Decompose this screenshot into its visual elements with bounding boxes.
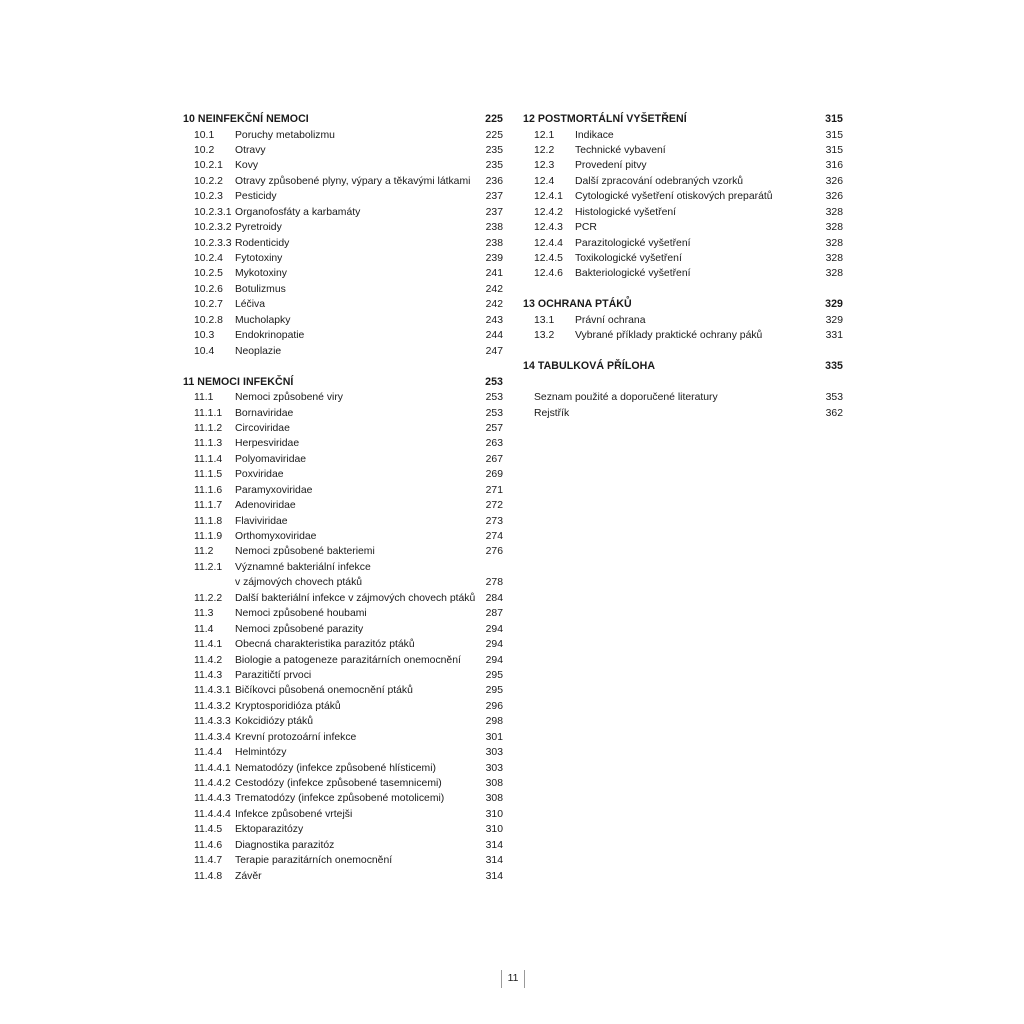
entry-page: 274 [485, 531, 503, 542]
toc-entry[interactable] [183, 622, 503, 637]
toc-entry[interactable] [183, 143, 503, 158]
page-number: 11 [501, 970, 525, 988]
entry-title: Rejstřík [534, 407, 570, 419]
entry-number: 12.4.6 [534, 268, 563, 280]
toc-entry[interactable] [183, 297, 503, 312]
entry-number: 10.2.3.1 [194, 206, 232, 218]
entry-page: 271 [485, 484, 503, 496]
chapter-title: 11 NEMOCI INFEKČNÍ [183, 375, 294, 388]
entry-title: Cytologické vyšetření otiskových preparátů [575, 191, 773, 203]
toc-entry[interactable] [523, 128, 843, 143]
entry-number: 10.2.1 [194, 160, 223, 172]
toc-entry[interactable] [183, 776, 503, 791]
toc-entry[interactable] [183, 761, 503, 776]
toc-entry[interactable] [183, 498, 503, 513]
toc-entry[interactable] [183, 344, 503, 359]
entry-page: 235 [485, 144, 503, 156]
toc-entry[interactable] [183, 730, 503, 745]
entry-title: Diagnostika parazitóz [235, 839, 335, 851]
entry-title: Pyretroidy [235, 222, 282, 234]
entry-title: Endokrinopatie [235, 330, 305, 342]
entry-page: 253 [485, 407, 503, 419]
entry-title: Adenoviridae [235, 500, 296, 512]
entry-page: 243 [485, 314, 503, 326]
entry-page: 239 [485, 253, 503, 264]
toc-chapter-14[interactable] [523, 359, 843, 375]
toc-entry[interactable] [523, 205, 843, 220]
toc-left-column [183, 112, 503, 884]
entry-number: 11.4.3 [194, 669, 223, 681]
toc-entry[interactable] [183, 236, 503, 251]
entry-number: 10.4 [194, 345, 215, 357]
entry-page: 329 [825, 314, 843, 326]
entry-page: 284 [485, 592, 503, 604]
entry-page: 253 [485, 392, 503, 404]
toc-entry[interactable] [183, 220, 503, 235]
entry-title: Ektoparazitózy [235, 824, 304, 836]
entry-page: 328 [825, 206, 843, 218]
entry-page: 276 [485, 546, 503, 558]
entry-title: Obecná charakteristika parazitóz ptáků [235, 639, 415, 651]
entry-page: 308 [485, 793, 503, 805]
toc-entry-literature[interactable] [523, 390, 843, 405]
entry-title: Otravy způsobené plyny, výpary a těkavými látkami [235, 175, 471, 187]
entry-page: 315 [825, 129, 843, 141]
entry-number: 10.2.3.3 [194, 237, 232, 249]
entry-title: Nemoci způsobené bakteriemi [235, 546, 375, 558]
entry-page: 296 [485, 700, 503, 712]
entry-number: 11.4.2 [194, 654, 223, 666]
entry-page: 237 [485, 206, 503, 218]
entry-title: Závěr [235, 870, 262, 882]
entry-number: 11.2.2 [194, 592, 223, 604]
chapter-page: 253 [485, 375, 503, 388]
entry-title: Technické vybavení [575, 144, 666, 156]
entry-title: Organofosfáty a karbamáty [235, 206, 361, 218]
entry-title: Bakteriologické vyšetření [575, 268, 691, 280]
entry-number: 11.4.4.3 [194, 793, 231, 805]
entry-number: 11.1.4 [194, 453, 223, 465]
entry-page: 242 [485, 299, 503, 311]
toc-entry[interactable] [183, 637, 503, 652]
entry-page: 242 [485, 283, 503, 295]
entry-title: Herpesviridae [235, 438, 300, 450]
entry-number: 12.4.1 [534, 191, 563, 203]
entry-number: 10.2.7 [194, 299, 223, 311]
entry-number: 11.3 [194, 608, 214, 620]
entry-title: Circoviridae [235, 422, 290, 434]
entry-number: 10.3 [194, 330, 215, 342]
entry-number: 10.1 [194, 129, 215, 141]
chapter-title: 14 TABULKOVÁ PŘÍLOHA [523, 360, 656, 373]
entry-page: 241 [485, 268, 503, 280]
entry-number: 12.4 [534, 175, 555, 187]
chapter-page: 225 [485, 113, 503, 125]
entry-title: Seznam použité a doporučené literatury [534, 392, 718, 404]
toc-entry[interactable] [183, 328, 503, 343]
toc-chapter-13[interactable] [523, 297, 843, 313]
entry-page: 273 [485, 515, 503, 527]
toc-entry[interactable] [183, 251, 503, 266]
entry-page: 328 [825, 222, 843, 234]
entry-title-line2: v zájmových chovech ptáků [235, 577, 363, 589]
entry-number: 10.2.8 [194, 314, 223, 326]
toc-entry[interactable] [183, 174, 503, 189]
toc-list-ch11-b [183, 591, 503, 884]
entry-number: 10.2.2 [194, 175, 223, 187]
entry-page: 316 [825, 160, 843, 172]
entry-title: Biologie a patogeneze parazitárních onemocnění [235, 654, 461, 666]
entry-title: Mykotoxiny [235, 268, 287, 280]
entry-page: 301 [485, 731, 503, 743]
toc-entry[interactable] [183, 683, 503, 698]
chapter-page: 315 [825, 113, 843, 125]
entry-page: 294 [485, 639, 503, 651]
toc-entry[interactable] [183, 514, 503, 529]
entry-title: Nemoci způsobené parazity [235, 623, 364, 635]
toc-entry[interactable] [183, 591, 503, 606]
entry-number: 11.4 [194, 623, 214, 635]
entry-title: Krevní protozoární infekce [235, 731, 357, 743]
toc-chapter-11[interactable] [183, 375, 503, 391]
entry-title: Rodenticidy [235, 237, 290, 249]
entry-page: 272 [485, 500, 503, 512]
entry-title: Kryptosporidióza ptáků [235, 700, 341, 712]
toc-entry[interactable] [523, 266, 843, 281]
entry-page: 267 [485, 453, 503, 465]
entry-title: Paramyxoviridae [235, 484, 313, 496]
entry-title: Parazitologické vyšetření [575, 237, 691, 249]
entry-title: Léčiva [235, 299, 266, 311]
toc-entry[interactable] [183, 822, 503, 837]
toc-entry-wrapped[interactable] [183, 560, 503, 591]
entry-title: Terapie parazitárních onemocnění [235, 855, 393, 867]
entry-title: Flaviviridae [235, 515, 288, 527]
toc-entry[interactable] [183, 668, 503, 683]
entry-number: 11.1.6 [194, 484, 223, 496]
entry-number: 11.1 [194, 392, 214, 404]
toc-entry[interactable] [523, 251, 843, 266]
toc-entry[interactable] [183, 436, 503, 451]
entry-number: 10.2.6 [194, 283, 223, 295]
entry-title: Orthomyxoviridae [235, 531, 317, 542]
toc-entry[interactable] [523, 158, 843, 173]
entry-number: 11.1.9 [194, 531, 223, 542]
entry-number: 11.4.8 [194, 870, 223, 882]
toc-entry[interactable] [183, 205, 503, 220]
toc-entry[interactable] [183, 266, 503, 281]
entry-page: 263 [485, 438, 503, 450]
toc-chapter-10[interactable] [183, 112, 503, 128]
toc-entry[interactable] [183, 406, 503, 421]
entry-page: 225 [485, 129, 503, 141]
entry-number: 11.4.3.2 [194, 700, 231, 712]
entry-page: 244 [485, 330, 503, 342]
entry-number: 10.2 [194, 144, 215, 156]
toc-entry[interactable] [183, 158, 503, 173]
toc-right-column [523, 112, 843, 421]
entry-page: 238 [485, 222, 503, 234]
entry-title: Poruchy metabolizmu [235, 129, 335, 141]
entry-page: 314 [485, 870, 503, 882]
entry-number: 12.1 [534, 129, 555, 141]
toc-entry[interactable] [183, 606, 503, 621]
toc-entry[interactable] [523, 143, 843, 158]
entry-number: 11.4.7 [194, 855, 223, 867]
toc-entry[interactable] [523, 220, 843, 235]
entry-number: 11.1.3 [194, 438, 223, 450]
toc-entry[interactable] [183, 791, 503, 806]
entry-title: Otravy [235, 144, 266, 156]
toc-entry[interactable] [183, 653, 503, 668]
entry-number: 10.2.3.2 [194, 222, 232, 234]
entry-number: 11.4.3.4 [194, 731, 231, 743]
entry-number: 11.2 [194, 546, 214, 558]
chapter-title: 10 NEINFEKČNÍ NEMOCI [183, 113, 309, 125]
entry-page: 310 [485, 824, 503, 836]
entry-title: Trematodózy (infekce způsobené motolicemi) [235, 793, 445, 805]
entry-number: 11.1.1 [194, 407, 223, 419]
entry-page: 328 [825, 253, 843, 264]
toc-entry[interactable] [183, 452, 503, 467]
toc-entry[interactable] [523, 328, 843, 343]
entry-title: PCR [575, 222, 597, 234]
entry-title: Vybrané příklady praktické ochrany páků [575, 330, 763, 342]
entry-number: 13.1 [534, 314, 555, 326]
entry-number: 11.4.3.3 [194, 716, 231, 728]
entry-number: 13.2 [534, 330, 555, 342]
entry-title-line1: Významné bakteriální infekce [235, 561, 371, 573]
toc-entry[interactable] [523, 313, 843, 328]
entry-page: 237 [485, 191, 503, 203]
entry-title: Cestodózy (infekce způsobené tasemnicemi) [235, 778, 442, 789]
entry-number: 12.3 [534, 160, 555, 172]
entry-title: Poxviridae [235, 469, 284, 481]
entry-page: 308 [485, 778, 503, 789]
entry-number: 10.2.3 [194, 191, 223, 203]
chapter-title: 13 OCHRANA PTÁKŮ [523, 298, 632, 311]
entry-number: 11.2.1 [194, 561, 223, 573]
entry-title: Nemoci způsobené viry [235, 392, 343, 404]
entry-title: Nematodózy (infekce způsobené hlísticemi) [235, 762, 436, 774]
entry-page: 269 [485, 469, 503, 481]
entry-title: Nemoci způsobené houbami [235, 608, 367, 620]
entry-title: Další bakteriální infekce v zájmových chovech ptáků [235, 592, 476, 604]
entry-number: 11.4.5 [194, 824, 223, 836]
toc-entry[interactable] [183, 189, 503, 204]
entry-number: 12.4.3 [534, 222, 563, 234]
entry-title: Histologické vyšetření [575, 206, 677, 218]
entry-number: 11.4.3.1 [194, 685, 231, 697]
toc-list-ch12 [523, 128, 843, 282]
entry-number: 11.4.4 [194, 747, 223, 759]
entry-title: Infekce způsobené vrtejši [235, 808, 353, 820]
entry-page: 238 [485, 237, 503, 249]
entry-page: 303 [485, 747, 503, 759]
toc-list-ch11-a [183, 390, 503, 560]
entry-page: 331 [825, 330, 843, 342]
toc-entry[interactable] [183, 869, 503, 884]
entry-title: Helmintózy [235, 747, 287, 759]
entry-page: 353 [825, 392, 843, 404]
entry-page: 310 [485, 808, 503, 820]
entry-number: 12.4.5 [534, 253, 563, 264]
toc-entry[interactable] [183, 483, 503, 498]
entry-title: Fytotoxiny [235, 253, 283, 264]
toc-chapter-12[interactable] [523, 112, 843, 128]
toc-entry[interactable] [183, 745, 503, 760]
toc-entry[interactable] [183, 544, 503, 559]
entry-page: 328 [825, 237, 843, 249]
entry-number: 11.4.6 [194, 839, 223, 851]
entry-title: Polyomaviridae [235, 453, 307, 465]
entry-number: 12.4.2 [534, 206, 563, 218]
entry-title: Pesticidy [235, 191, 277, 203]
entry-title: Kovy [235, 160, 259, 172]
entry-title: Mucholapky [235, 314, 291, 326]
entry-page: 326 [825, 191, 843, 203]
entry-page: 328 [825, 268, 843, 280]
entry-number: 11.4.4.1 [194, 762, 231, 774]
entry-page: 298 [485, 716, 503, 728]
entry-page: 287 [485, 608, 503, 620]
entry-title: Další zpracování odebraných vzorků [575, 175, 744, 187]
toc-appendix-list [523, 390, 843, 421]
entry-page: 294 [485, 623, 503, 635]
toc-entry[interactable] [183, 467, 503, 482]
entry-page: 303 [485, 762, 503, 774]
entry-title: Bornaviridae [235, 407, 294, 419]
entry-title: Indikace [575, 129, 614, 141]
toc-entry[interactable] [183, 699, 503, 714]
entry-page: 295 [485, 685, 503, 697]
entry-page: 315 [825, 144, 843, 156]
entry-page: 257 [485, 422, 503, 434]
entry-page: 236 [485, 175, 503, 187]
entry-page: 294 [485, 654, 503, 666]
entry-title: Bičíkovci působená onemocnění ptáků [235, 685, 413, 697]
entry-page: 362 [825, 407, 843, 419]
entry-page: 235 [485, 160, 503, 172]
entry-number: 11.1.8 [194, 515, 223, 527]
entry-number: 11.1.7 [194, 500, 223, 512]
entry-title: Právní ochrana [575, 314, 646, 326]
entry-page: 295 [485, 669, 503, 681]
toc-entry[interactable] [183, 853, 503, 868]
entry-number: 12.4.4 [534, 237, 563, 249]
chapter-title: 12 POSTMORTÁLNÍ VYŠETŘENÍ [523, 113, 687, 125]
toc-entry[interactable] [523, 174, 843, 189]
entry-number: 12.2 [534, 144, 555, 156]
entry-number: 11.4.4.2 [194, 778, 231, 789]
entry-page: 326 [825, 175, 843, 187]
entry-title: Kokcidiózy ptáků [235, 716, 313, 728]
entry-number: 11.1.5 [194, 469, 223, 481]
entry-title: Toxikologické vyšetření [575, 253, 682, 264]
entry-page: 314 [485, 839, 503, 851]
toc-entry[interactable] [183, 313, 503, 328]
toc-entry[interactable] [183, 838, 503, 853]
toc-list-ch13 [523, 313, 843, 344]
toc-entry-index[interactable] [523, 406, 843, 421]
chapter-page: 335 [825, 360, 843, 373]
toc-entry[interactable] [183, 282, 503, 297]
entry-title: Botulizmus [235, 283, 286, 295]
entry-page: 247 [485, 345, 503, 357]
entry-number: 10.2.5 [194, 268, 223, 280]
toc-entry[interactable] [183, 529, 503, 544]
entry-number: 11.1.2 [194, 422, 223, 434]
entry-title: Neoplazie [235, 345, 282, 357]
toc-entry[interactable] [183, 128, 503, 143]
entry-number: 10.2.4 [194, 253, 223, 264]
entry-number: 11.4.4.4 [194, 808, 231, 820]
entry-number: 11.4.1 [194, 639, 223, 651]
entry-page: 278 [485, 577, 503, 589]
toc-list-ch10 [183, 128, 503, 360]
toc-entry[interactable] [183, 390, 503, 405]
toc-entry[interactable] [523, 236, 843, 251]
toc-entry[interactable] [183, 421, 503, 436]
toc-entry[interactable] [183, 807, 503, 822]
entry-title: Provedení pitvy [575, 160, 647, 172]
toc-entry[interactable] [183, 714, 503, 729]
toc-entry[interactable] [523, 189, 843, 204]
entry-page: 314 [485, 855, 503, 867]
chapter-page: 329 [825, 298, 843, 311]
entry-title: Parazitičtí prvoci [235, 669, 312, 681]
